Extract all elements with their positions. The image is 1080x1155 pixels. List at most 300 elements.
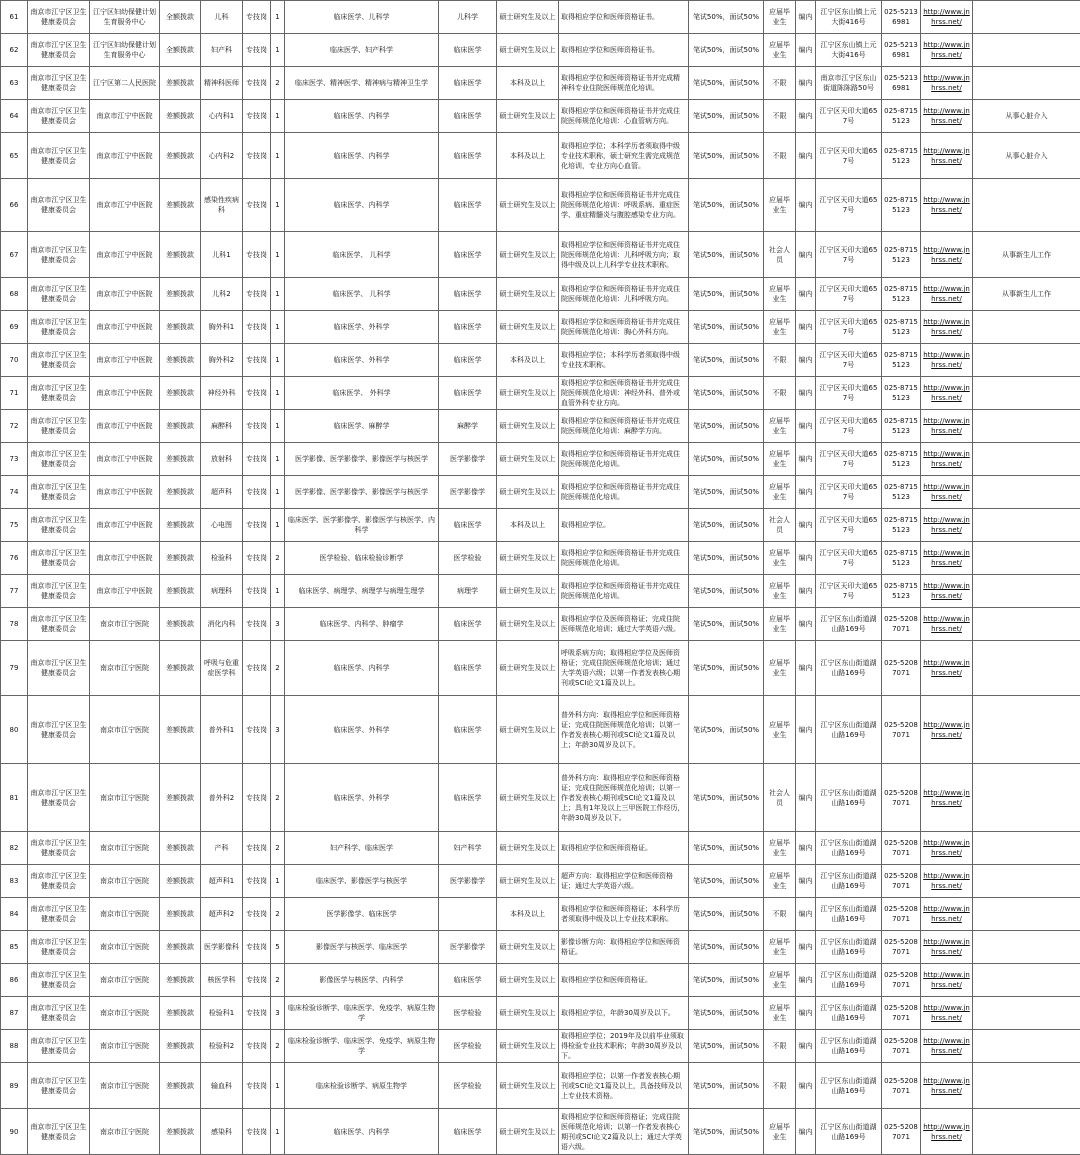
website-cell — [921, 1, 973, 34]
major2-cell: 医学影像学 — [439, 931, 497, 964]
post-cell: 检验科1 — [201, 997, 243, 1030]
count-cell: 1 — [271, 476, 285, 509]
phone-cell: 025-87155123 — [882, 311, 921, 344]
education-cell: 硕士研究生及以上 — [497, 641, 559, 696]
major2-cell: 临床医学 — [439, 641, 497, 696]
website-cell — [921, 608, 973, 641]
count-cell: 3 — [271, 997, 285, 1030]
website-link[interactable]: http://www.jnhrss.net/ — [923, 8, 970, 26]
education-cell: 硕士研究生及以上 — [497, 34, 559, 67]
unit-cell: 江宁区第二人民医院 — [90, 67, 160, 100]
count-cell: 5 — [271, 931, 285, 964]
website-link[interactable]: http://www.jnhrss.net/ — [923, 196, 970, 214]
exam-ratio-cell: 笔试50%，面试50% — [689, 1, 764, 34]
unit-cell: 南京市江宁医院 — [90, 832, 160, 865]
major2-cell: 临床医学 — [439, 67, 497, 100]
phone-cell: 025-52136981 — [882, 67, 921, 100]
major-cell: 临床医学、内科学 — [285, 179, 439, 232]
count-cell: 1 — [271, 100, 285, 133]
major-cell: 临床医学、内科学 — [285, 641, 439, 696]
note-cell — [973, 410, 1080, 443]
table-row — [1, 832, 1080, 865]
unit-cell: 南京市江宁中医院 — [90, 179, 160, 232]
no-cell: 80 — [1, 696, 28, 764]
education-cell: 硕士研究生及以上 — [497, 764, 559, 832]
note-cell — [973, 542, 1080, 575]
phone-cell: 025-87155123 — [882, 133, 921, 179]
unit-cell: 南京市江宁医院 — [90, 1109, 160, 1155]
phone-cell: 025-87155123 — [882, 278, 921, 311]
dept-cell: 南京市江宁区卫生健康委员会 — [28, 641, 90, 696]
dept-cell: 南京市江宁区卫生健康委员会 — [28, 865, 90, 898]
staffing-cell: 编内 — [796, 641, 816, 696]
requirement-cell: 取得相应学位和医师资格证书并完成住院医师规范化培训：胸心外科方向。 — [559, 311, 689, 344]
note-cell — [973, 311, 1080, 344]
unit-cell: 南京市江宁中医院 — [90, 509, 160, 542]
major-cell: 临床医学、影像医学与核医学 — [285, 865, 439, 898]
requirement-cell: 取得相应学位和医师资格证书并完成住院医师规范化培训。 — [559, 575, 689, 608]
staffing-cell: 编内 — [796, 764, 816, 832]
website-link[interactable]: http://www.jnhrss.net/ — [923, 107, 970, 125]
website-link[interactable]: http://www.jnhrss.net/ — [923, 615, 970, 633]
staffing-cell: 编内 — [796, 34, 816, 67]
requirement-cell: 取得相应学位和医师资格证书并完成住院医师规范化培训。 — [559, 542, 689, 575]
unit-cell: 南京市江宁中医院 — [90, 476, 160, 509]
no-cell: 79 — [1, 641, 28, 696]
requirement-cell: 影像诊断方向：取得相应学位和医师资格证。 — [559, 931, 689, 964]
staffing-cell: 编内 — [796, 696, 816, 764]
funding-cell: 差额拨款 — [160, 344, 201, 377]
address-cell: 江宁区天印大道657号 — [816, 509, 882, 542]
address-cell: 江宁区天印大道657号 — [816, 232, 882, 278]
count-cell: 1 — [271, 344, 285, 377]
post-cell: 检验科 — [201, 542, 243, 575]
exam-ratio-cell: 笔试50%，面试50% — [689, 832, 764, 865]
requirement-cell: 取得相应学位和医师资格证书并完成住院医师规范化培训。 — [559, 443, 689, 476]
post-cell: 儿科2 — [201, 278, 243, 311]
major-cell: 临床医学、妇产科学 — [285, 34, 439, 67]
phone-cell: 025-87155123 — [882, 575, 921, 608]
major-cell: 医学检验、临床检验诊断学 — [285, 542, 439, 575]
no-cell: 72 — [1, 410, 28, 443]
table-row — [1, 476, 1080, 509]
note-cell — [973, 67, 1080, 100]
website-cell — [921, 67, 973, 100]
target-cell: 应届毕业生 — [764, 1109, 796, 1155]
website-link[interactable]: http://www.jnhrss.net/ — [923, 417, 970, 435]
target-cell: 应届毕业生 — [764, 443, 796, 476]
major2-cell: 临床医学 — [439, 1109, 497, 1155]
no-cell: 88 — [1, 1030, 28, 1063]
note-cell — [973, 964, 1080, 997]
count-cell: 1 — [271, 278, 285, 311]
major-cell: 临床医学、内科学 — [285, 1109, 439, 1155]
major2-cell: 临床医学 — [439, 278, 497, 311]
post-type-cell: 专技岗 — [243, 542, 271, 575]
unit-cell: 南京市江宁中医院 — [90, 344, 160, 377]
no-cell: 89 — [1, 1063, 28, 1109]
note-cell: 从事新生儿工作 — [973, 278, 1080, 311]
requirement-cell: 取得相应学位；以第一作者发表核心期刊或SCI论文1篇及以上，具备技师及以上专业技术资格。 — [559, 1063, 689, 1109]
exam-ratio-cell: 笔试50%，面试50% — [689, 575, 764, 608]
phone-cell: 025-87155123 — [882, 542, 921, 575]
website-link[interactable]: http://www.jnhrss.net/ — [923, 483, 970, 501]
post-cell: 精神科医师 — [201, 67, 243, 100]
website-link[interactable]: http://www.jnhrss.net/ — [923, 1123, 970, 1141]
no-cell: 62 — [1, 34, 28, 67]
website-cell — [921, 476, 973, 509]
post-cell: 妇产科 — [201, 34, 243, 67]
dept-cell: 南京市江宁区卫生健康委员会 — [28, 476, 90, 509]
website-link[interactable]: http://www.jnhrss.net/ — [923, 450, 970, 468]
website-link[interactable]: http://www.jnhrss.net/ — [923, 516, 970, 534]
exam-ratio-cell: 笔试50%，面试50% — [689, 1063, 764, 1109]
requirement-cell: 取得相应学位及医师资格证；完成住院医师规范化培训；通过大学英语六级。 — [559, 608, 689, 641]
count-cell: 1 — [271, 865, 285, 898]
staffing-cell: 编内 — [796, 608, 816, 641]
major2-cell: 麻醉学 — [439, 410, 497, 443]
table-row — [1, 509, 1080, 542]
website-link[interactable]: http://www.jnhrss.net/ — [923, 384, 970, 402]
staffing-cell: 编内 — [796, 232, 816, 278]
dept-cell: 南京市江宁区卫生健康委员会 — [28, 1109, 90, 1155]
post-cell: 儿科1 — [201, 232, 243, 278]
staffing-cell: 编内 — [796, 832, 816, 865]
major-cell: 临床检验诊断学、病原生物学 — [285, 1063, 439, 1109]
requirement-cell: 取得相应学位；本科学历者须取得中级专业技术职称。 — [559, 344, 689, 377]
post-type-cell: 专技岗 — [243, 865, 271, 898]
website-cell — [921, 764, 973, 832]
table-row — [1, 1063, 1080, 1109]
major2-cell: 临床医学 — [439, 100, 497, 133]
exam-ratio-cell: 笔试50%，面试50% — [689, 1030, 764, 1063]
staffing-cell: 编内 — [796, 311, 816, 344]
major2-cell: 医学检验 — [439, 542, 497, 575]
funding-cell: 差额拨款 — [160, 133, 201, 179]
major-cell: 影像医学与核医学、内科学 — [285, 964, 439, 997]
table-row — [1, 410, 1080, 443]
dept-cell: 南京市江宁区卫生健康委员会 — [28, 410, 90, 443]
requirement-cell: 取得相应学位，年龄30周岁及以下。 — [559, 997, 689, 1030]
post-type-cell: 专技岗 — [243, 443, 271, 476]
requirement-cell: 取得相应学位和医师资格证书并完成住院医师规范化培训。 — [559, 476, 689, 509]
phone-cell: 025-87155123 — [882, 100, 921, 133]
education-cell: 硕士研究生及以上 — [497, 377, 559, 410]
target-cell: 不限 — [764, 898, 796, 931]
no-cell: 67 — [1, 232, 28, 278]
post-cell: 放射科 — [201, 443, 243, 476]
website-link[interactable]: http://www.jnhrss.net/ — [923, 41, 970, 59]
target-cell: 应届毕业生 — [764, 832, 796, 865]
table-row — [1, 696, 1080, 764]
staffing-cell: 编内 — [796, 575, 816, 608]
education-cell: 硕士研究生及以上 — [497, 476, 559, 509]
unit-cell: 南京市江宁医院 — [90, 764, 160, 832]
requirement-cell: 取得相应学位和医师资格证书并完成住院医师规范化培训：儿科呼吸方向。 — [559, 278, 689, 311]
staffing-cell: 编内 — [796, 278, 816, 311]
staffing-cell: 编内 — [796, 377, 816, 410]
website-link[interactable]: http://www.jnhrss.net/ — [923, 905, 970, 923]
count-cell: 1 — [271, 232, 285, 278]
post-type-cell: 专技岗 — [243, 997, 271, 1030]
phone-cell: 025-52087071 — [882, 997, 921, 1030]
table-row — [1, 608, 1080, 641]
unit-cell: 南京市江宁医院 — [90, 641, 160, 696]
table-row — [1, 34, 1080, 67]
funding-cell: 差额拨款 — [160, 931, 201, 964]
address-cell: 江宁区东山街道湖山路169号 — [816, 865, 882, 898]
website-link[interactable]: http://www.jnhrss.net/ — [923, 318, 970, 336]
unit-cell: 南京市江宁中医院 — [90, 542, 160, 575]
post-cell: 麻醉科 — [201, 410, 243, 443]
no-cell: 68 — [1, 278, 28, 311]
education-cell: 硕士研究生及以上 — [497, 1, 559, 34]
address-cell: 江宁区天印大道657号 — [816, 542, 882, 575]
website-link[interactable]: http://www.jnhrss.net/ — [923, 549, 970, 567]
unit-cell: 南京市江宁中医院 — [90, 278, 160, 311]
address-cell: 江宁区东山街道湖山路169号 — [816, 832, 882, 865]
unit-cell: 南京市江宁医院 — [90, 608, 160, 641]
funding-cell: 差额拨款 — [160, 1063, 201, 1109]
website-cell — [921, 1109, 973, 1155]
target-cell: 不限 — [764, 100, 796, 133]
dept-cell: 南京市江宁区卫生健康委员会 — [28, 377, 90, 410]
table-row — [1, 764, 1080, 832]
website-link[interactable]: http://www.jnhrss.net/ — [923, 1037, 970, 1055]
funding-cell: 全额拨款 — [160, 1, 201, 34]
post-type-cell: 专技岗 — [243, 1109, 271, 1155]
address-cell: 江宁区东山镇上元大街416号 — [816, 34, 882, 67]
exam-ratio-cell: 笔试50%，面试50% — [689, 443, 764, 476]
no-cell: 75 — [1, 509, 28, 542]
post-cell: 医学影像科 — [201, 931, 243, 964]
address-cell: 江宁区天印大道657号 — [816, 311, 882, 344]
dept-cell: 南京市江宁区卫生健康委员会 — [28, 133, 90, 179]
unit-cell: 南京市江宁医院 — [90, 898, 160, 931]
website-cell — [921, 931, 973, 964]
website-link[interactable]: http://www.jnhrss.net/ — [923, 938, 970, 956]
phone-cell: 025-87155123 — [882, 410, 921, 443]
no-cell: 74 — [1, 476, 28, 509]
dept-cell: 南京市江宁区卫生健康委员会 — [28, 1, 90, 34]
website-link[interactable]: http://www.jnhrss.net/ — [923, 74, 970, 92]
no-cell: 86 — [1, 964, 28, 997]
no-cell: 61 — [1, 1, 28, 34]
phone-cell: 025-52087071 — [882, 1063, 921, 1109]
post-type-cell: 专技岗 — [243, 1, 271, 34]
count-cell: 1 — [271, 410, 285, 443]
dept-cell: 南京市江宁区卫生健康委员会 — [28, 542, 90, 575]
education-cell: 硕士研究生及以上 — [497, 311, 559, 344]
note-cell: 从事新生儿工作 — [973, 232, 1080, 278]
website-cell — [921, 100, 973, 133]
count-cell: 2 — [271, 1030, 285, 1063]
education-cell: 硕士研究生及以上 — [497, 410, 559, 443]
major-cell: 医学影像、医学影像学、影像医学与核医学 — [285, 443, 439, 476]
note-cell — [973, 832, 1080, 865]
target-cell: 应届毕业生 — [764, 179, 796, 232]
exam-ratio-cell: 笔试50%，面试50% — [689, 100, 764, 133]
address-cell: 江宁区东山街道湖山路169号 — [816, 608, 882, 641]
major2-cell: 妇产科学 — [439, 832, 497, 865]
website-link[interactable]: http://www.jnhrss.net/ — [923, 971, 970, 989]
unit-cell: 南京市江宁医院 — [90, 1030, 160, 1063]
major2-cell: 医学影像学 — [439, 443, 497, 476]
unit-cell: 南京市江宁医院 — [90, 865, 160, 898]
note-cell — [973, 898, 1080, 931]
note-cell — [973, 997, 1080, 1030]
post-type-cell: 专技岗 — [243, 696, 271, 764]
address-cell: 江宁区东山街道湖山路169号 — [816, 1030, 882, 1063]
major-cell: 临床医学、儿科学 — [285, 1, 439, 34]
staffing-cell: 编内 — [796, 67, 816, 100]
post-cell: 病理科 — [201, 575, 243, 608]
table-body — [1, 1, 1080, 1155]
major-cell: 临床医学、病理学、病理学与病理生理学 — [285, 575, 439, 608]
major2-cell: 临床医学 — [439, 179, 497, 232]
website-cell — [921, 542, 973, 575]
no-cell: 73 — [1, 443, 28, 476]
funding-cell: 差额拨款 — [160, 232, 201, 278]
funding-cell: 差额拨款 — [160, 964, 201, 997]
exam-ratio-cell: 笔试50%，面试50% — [689, 232, 764, 278]
website-link[interactable]: http://www.jnhrss.net/ — [923, 147, 970, 165]
dept-cell: 南京市江宁区卫生健康委员会 — [28, 832, 90, 865]
post-cell: 普外科1 — [201, 696, 243, 764]
staffing-cell: 编内 — [796, 931, 816, 964]
post-type-cell: 专技岗 — [243, 898, 271, 931]
phone-cell: 025-52087071 — [882, 865, 921, 898]
staffing-cell: 编内 — [796, 964, 816, 997]
exam-ratio-cell: 笔试50%，面试50% — [689, 764, 764, 832]
major-cell: 医学影像、医学影像学、影像医学与核医学 — [285, 476, 439, 509]
website-link[interactable]: http://www.jnhrss.net/ — [923, 351, 970, 369]
count-cell: 1 — [271, 133, 285, 179]
target-cell: 社会人员 — [764, 232, 796, 278]
target-cell: 应届毕业生 — [764, 865, 796, 898]
count-cell: 2 — [271, 67, 285, 100]
address-cell: 江宁区东山街道湖山路169号 — [816, 964, 882, 997]
dept-cell: 南京市江宁区卫生健康委员会 — [28, 179, 90, 232]
phone-cell: 025-52087071 — [882, 1030, 921, 1063]
education-cell: 硕士研究生及以上 — [497, 542, 559, 575]
education-cell: 本科及以上 — [497, 67, 559, 100]
post-cell: 神经外科 — [201, 377, 243, 410]
education-cell: 硕士研究生及以上 — [497, 964, 559, 997]
exam-ratio-cell: 笔试50%，面试50% — [689, 476, 764, 509]
funding-cell: 差额拨款 — [160, 898, 201, 931]
website-link[interactable]: http://www.jnhrss.net/ — [923, 285, 970, 303]
post-cell: 儿科 — [201, 1, 243, 34]
exam-ratio-cell: 笔试50%，面试50% — [689, 997, 764, 1030]
address-cell: 江宁区东山街道湖山路169号 — [816, 696, 882, 764]
target-cell: 应届毕业生 — [764, 931, 796, 964]
address-cell: 江宁区东山镇上元大街416号 — [816, 1, 882, 34]
no-cell: 65 — [1, 133, 28, 179]
dept-cell: 南京市江宁区卫生健康委员会 — [28, 311, 90, 344]
education-cell: 本科及以上 — [497, 133, 559, 179]
phone-cell: 025-87155123 — [882, 179, 921, 232]
count-cell: 1 — [271, 1063, 285, 1109]
funding-cell: 差额拨款 — [160, 1109, 201, 1155]
requirement-cell: 超声方向：取得相应学位和医师资格证；通过大学英语六级。 — [559, 865, 689, 898]
requirement-cell: 取得相应学位和医师资格证。 — [559, 964, 689, 997]
website-link[interactable]: http://www.jnhrss.net/ — [923, 789, 970, 807]
dept-cell: 南京市江宁区卫生健康委员会 — [28, 67, 90, 100]
website-link[interactable]: http://www.jnhrss.net/ — [923, 839, 970, 857]
note-cell — [973, 641, 1080, 696]
table-row — [1, 997, 1080, 1030]
target-cell: 应届毕业生 — [764, 575, 796, 608]
address-cell: 江宁区天印大道657号 — [816, 575, 882, 608]
note-cell — [973, 931, 1080, 964]
website-link[interactable]: http://www.jnhrss.net/ — [923, 721, 970, 739]
target-cell: 不限 — [764, 1030, 796, 1063]
staffing-cell: 编内 — [796, 179, 816, 232]
website-cell — [921, 964, 973, 997]
exam-ratio-cell: 笔试50%，面试50% — [689, 865, 764, 898]
post-type-cell: 专技岗 — [243, 1063, 271, 1109]
unit-cell: 南京市江宁中医院 — [90, 410, 160, 443]
staffing-cell: 编内 — [796, 476, 816, 509]
major2-cell: 医学检验 — [439, 997, 497, 1030]
table-row — [1, 67, 1080, 100]
unit-cell: 南京市江宁中医院 — [90, 443, 160, 476]
funding-cell: 差额拨款 — [160, 67, 201, 100]
website-link[interactable]: http://www.jnhrss.net/ — [923, 582, 970, 600]
phone-cell: 025-87155123 — [882, 377, 921, 410]
post-type-cell: 专技岗 — [243, 278, 271, 311]
post-type-cell: 专技岗 — [243, 410, 271, 443]
unit-cell: 南京市江宁中医院 — [90, 232, 160, 278]
website-link[interactable]: http://www.jnhrss.net/ — [923, 1077, 970, 1095]
education-cell: 硕士研究生及以上 — [497, 832, 559, 865]
funding-cell: 差额拨款 — [160, 575, 201, 608]
exam-ratio-cell: 笔试50%，面试50% — [689, 344, 764, 377]
website-link[interactable]: http://www.jnhrss.net/ — [923, 659, 970, 677]
website-cell — [921, 311, 973, 344]
no-cell: 63 — [1, 67, 28, 100]
target-cell: 不限 — [764, 344, 796, 377]
education-cell: 硕士研究生及以上 — [497, 1109, 559, 1155]
major2-cell: 临床医学 — [439, 311, 497, 344]
website-link[interactable]: http://www.jnhrss.net/ — [923, 1004, 970, 1022]
post-type-cell: 专技岗 — [243, 931, 271, 964]
website-link[interactable]: http://www.jnhrss.net/ — [923, 246, 970, 264]
funding-cell: 差额拨款 — [160, 179, 201, 232]
address-cell: 江宁区天印大道657号 — [816, 476, 882, 509]
website-link[interactable]: http://www.jnhrss.net/ — [923, 872, 970, 890]
unit-cell: 南京市江宁中医院 — [90, 575, 160, 608]
dept-cell: 南京市江宁区卫生健康委员会 — [28, 509, 90, 542]
note-cell — [973, 575, 1080, 608]
website-cell — [921, 232, 973, 278]
major-cell: 临床医学、 外科学 — [285, 377, 439, 410]
count-cell: 1 — [271, 1, 285, 34]
post-cell: 消化内科 — [201, 608, 243, 641]
post-type-cell: 专技岗 — [243, 67, 271, 100]
target-cell: 应届毕业生 — [764, 608, 796, 641]
target-cell: 应届毕业生 — [764, 34, 796, 67]
note-cell — [973, 476, 1080, 509]
note-cell — [973, 1, 1080, 34]
count-cell: 2 — [271, 641, 285, 696]
no-cell: 69 — [1, 311, 28, 344]
requirement-cell: 取得相应学位和医师资格证书。 — [559, 1, 689, 34]
table-row — [1, 100, 1080, 133]
table-row — [1, 133, 1080, 179]
table-row — [1, 443, 1080, 476]
